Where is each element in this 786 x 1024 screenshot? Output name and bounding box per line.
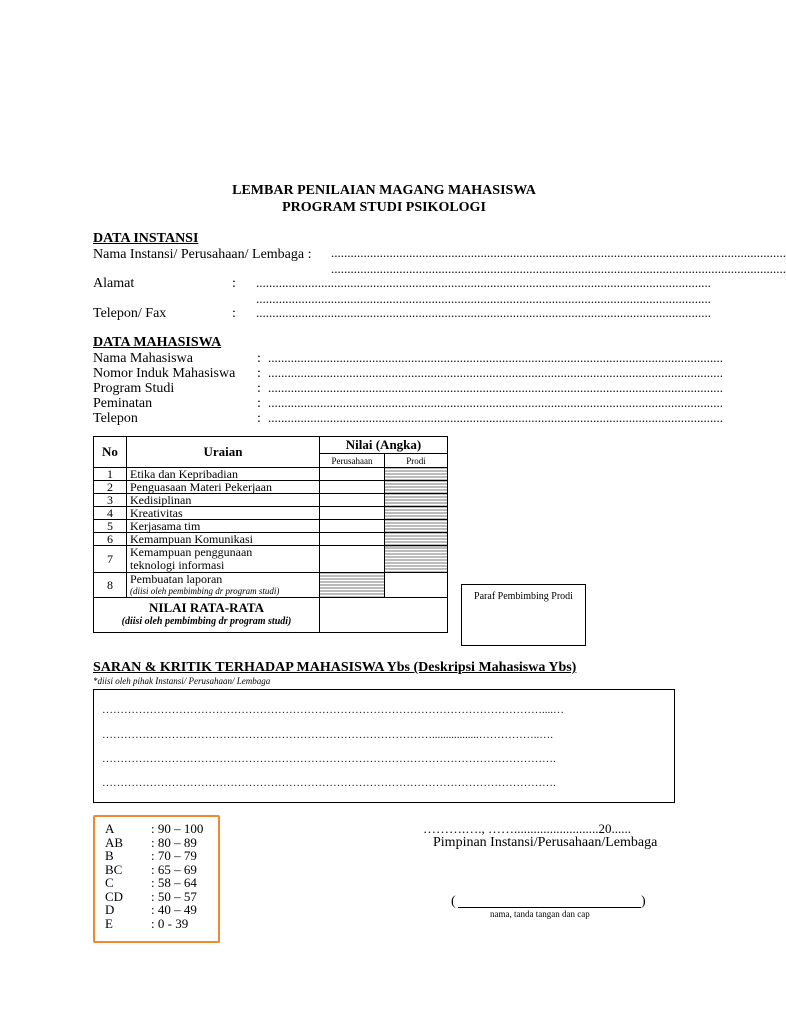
header-perusahaan: Perusahaan <box>320 454 385 468</box>
table-row-rata <box>94 598 448 633</box>
row-uraian: Kedisiplinan <box>127 494 320 507</box>
colon: : <box>257 366 261 381</box>
signature-paren-open: ( <box>451 894 456 909</box>
cell-prodi-shaded <box>385 520 448 533</box>
label-alamat: Alamat <box>93 276 135 291</box>
cell-perusahaan[interactable] <box>320 520 385 533</box>
row-uraian-note: (diisi oleh pembimbing dr program studi) <box>130 586 280 596</box>
saran-line: ……………………………………………………………………………………………………………. <box>102 777 556 789</box>
table-row <box>94 468 448 481</box>
colon: : <box>257 396 261 411</box>
section-title-mahasiswa: DATA MAHASISWA <box>93 335 222 350</box>
label-telepon: Telepon <box>93 411 138 426</box>
row-no: 1 <box>94 468 127 481</box>
grade-letter: B <box>105 848 114 863</box>
saran-note: *diisi oleh pihak Instansi/ Perusahaan/ Lembaga <box>93 676 271 686</box>
row-uraian: Kreativitas <box>127 507 320 520</box>
grade-letter: E <box>105 915 113 931</box>
field-alamat-line1[interactable]: ............................................................................................................................................ <box>256 275 711 290</box>
colon: : <box>257 381 261 396</box>
row-no: 8 <box>94 573 127 598</box>
field-alamat-line2[interactable]: ............................................................................................................................................ <box>256 291 711 306</box>
cell-perusahaan[interactable] <box>320 481 385 494</box>
colon: : <box>257 411 261 426</box>
label-peminatan: Peminatan <box>93 396 153 411</box>
cell-perusahaan-shaded <box>320 573 385 598</box>
row-uraian <box>127 573 320 598</box>
grade-range: : 90 – 100 <box>151 821 204 836</box>
grade-row <box>105 849 203 863</box>
header-nilai: Nilai (Angka) <box>320 437 448 454</box>
signature-line[interactable] <box>458 907 641 908</box>
cell-prodi-shaded <box>385 546 448 573</box>
label-nama-instansi: Nama Instansi/ Perusahaan/ Lembaga : <box>93 247 312 262</box>
row-uraian-line1: Kemampuan penggunaan <box>130 545 253 559</box>
label-nama-mahasiswa: Nama Mahasiswa <box>93 351 193 366</box>
rata-rata-label <box>94 598 320 633</box>
colon: : <box>257 351 261 366</box>
paraf-label: Paraf Pembimbing Prodi <box>474 591 573 602</box>
row-no: 6 <box>94 533 127 546</box>
row-uraian: Kemampuan Komunikasi <box>127 533 320 546</box>
field-telepon[interactable]: ............................................................................................................................................ <box>268 410 723 425</box>
cell-perusahaan[interactable] <box>320 533 385 546</box>
saran-line: …………………………………………………………………………………………………………....… <box>102 704 564 716</box>
grade-letter: BC <box>105 861 123 877</box>
cell-perusahaan[interactable] <box>320 507 385 520</box>
grade-row <box>105 863 203 877</box>
section-title-instansi: DATA INSTANSI <box>93 231 199 246</box>
colon: : <box>232 276 236 291</box>
label-telepon-fax: Telepon/ Fax <box>93 306 167 321</box>
field-nama-instansi-line2[interactable]: ............................................................................................................................................ <box>331 261 786 276</box>
header-uraian: Uraian <box>127 437 320 468</box>
grade-row <box>105 903 203 917</box>
row-uraian-line2: teknologi informasi <box>130 558 225 572</box>
form-title-line1: LEMBAR PENILAIAN MAGANG MAHASISWA <box>232 183 536 198</box>
rata-rata-note: (diisi oleh pembimbing dr program studi) <box>121 616 292 627</box>
saran-title: SARAN & KRITIK TERHADAP MAHASISWA Ybs (Deskripsi Mahasiswa Ybs) <box>93 660 577 675</box>
cell-prodi[interactable] <box>385 573 448 598</box>
label-program-studi: Program Studi <box>93 381 175 396</box>
grade-range: : 70 – 79 <box>151 848 197 863</box>
label-nim: Nomor Induk Mahasiswa <box>93 366 236 381</box>
cell-prodi-shaded <box>385 481 448 494</box>
row-uraian-line1: Pembuatan laporan <box>130 572 223 586</box>
table-row <box>94 494 448 507</box>
paraf-box[interactable] <box>461 584 586 646</box>
cell-perusahaan[interactable] <box>320 546 385 573</box>
table-row <box>94 481 448 494</box>
grade-range: : 0 - 39 <box>151 915 189 931</box>
row-no: 4 <box>94 507 127 520</box>
grade-range: : 40 – 49 <box>151 902 197 917</box>
colon: : <box>232 306 236 321</box>
table-row <box>94 533 448 546</box>
cell-rata-rata[interactable] <box>320 598 448 633</box>
form-title-line2: PROGRAM STUDI PSIKOLOGI <box>282 200 486 215</box>
signature-role: Pimpinan Instansi/Perusahaan/Lembaga <box>433 835 658 850</box>
saran-line: ……………………………………………………………………………………………………………. <box>102 753 556 765</box>
row-no: 2 <box>94 481 127 494</box>
grade-letter: A <box>105 821 115 836</box>
grade-letter: D <box>105 902 115 917</box>
cell-prodi-shaded <box>385 507 448 520</box>
table-row <box>94 507 448 520</box>
grade-letter: CD <box>105 888 124 904</box>
row-uraian: Penguasaan Materi Pekerjaan <box>127 481 320 494</box>
score-table <box>93 436 448 633</box>
row-no: 5 <box>94 520 127 533</box>
saran-line: ……………………………………………………………………………….................……………..…. <box>102 729 553 741</box>
signature-caption: nama, tanda tangan dan cap <box>490 909 590 919</box>
grade-row <box>105 876 203 890</box>
field-nama-instansi-line1[interactable]: ............................................................................................................................................ <box>331 245 786 260</box>
row-no: 3 <box>94 494 127 507</box>
signature-date-line[interactable]: ……….…., ……..........................20...... <box>423 821 631 836</box>
header-no: No <box>94 437 127 468</box>
row-no: 7 <box>94 546 127 573</box>
row-uraian <box>127 546 320 573</box>
cell-prodi-shaded <box>385 494 448 507</box>
cell-perusahaan[interactable] <box>320 494 385 507</box>
grade-row <box>105 822 203 836</box>
grade-row <box>105 917 203 931</box>
grade-range: : 80 – 89 <box>151 834 197 850</box>
grade-range: : 50 – 57 <box>151 888 197 904</box>
grade-letter: AB <box>105 834 124 850</box>
cell-prodi-shaded <box>385 533 448 546</box>
table-row <box>94 546 448 573</box>
grade-legend <box>93 815 220 943</box>
field-nama-mahasiswa[interactable]: ............................................................................................................................................ <box>268 350 723 365</box>
cell-prodi-shaded <box>385 468 448 481</box>
field-telepon-fax[interactable]: ............................................................................................................................................ <box>256 305 711 320</box>
table-row <box>94 520 448 533</box>
cell-perusahaan[interactable] <box>320 468 385 481</box>
table-row <box>94 573 448 598</box>
field-program-studi[interactable]: ............................................................................................................................................ <box>268 380 723 395</box>
row-uraian: Kerjasama tim <box>127 520 320 533</box>
field-peminatan[interactable]: ............................................................................................................................................ <box>268 395 723 410</box>
field-nim[interactable]: ............................................................................................................................................ <box>268 365 723 380</box>
header-prodi: Prodi <box>385 454 448 468</box>
signature-paren-close: ) <box>641 894 646 909</box>
grade-row <box>105 836 203 850</box>
row-uraian: Etika dan Kepribadian <box>127 468 320 481</box>
grade-letter: C <box>105 875 114 890</box>
grade-range: : 58 – 64 <box>151 875 197 890</box>
rata-rata-title: NILAI RATA-RATA <box>149 600 264 615</box>
grade-row <box>105 890 203 904</box>
grade-range: : 65 – 69 <box>151 861 197 877</box>
